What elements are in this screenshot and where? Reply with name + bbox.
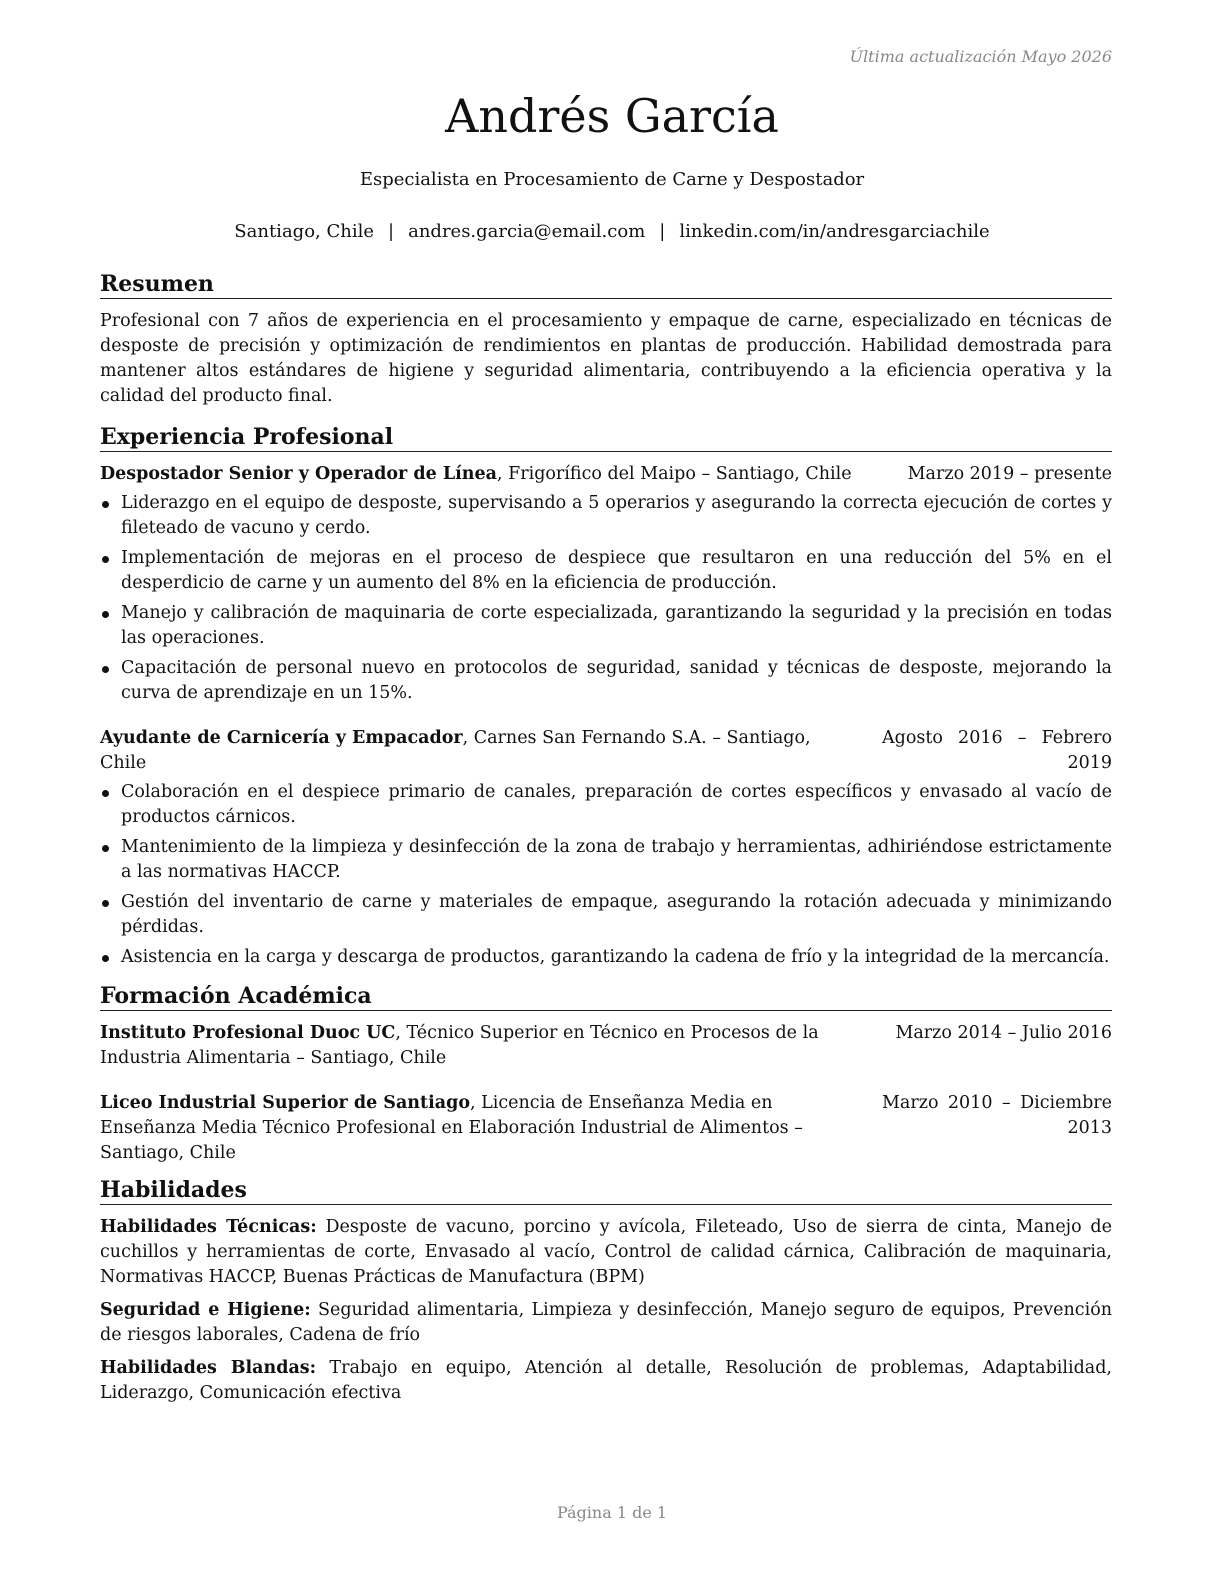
list-item: Colaboración en el despiece primario de canales, preparación de cortes específicos y envasado al vacío de productos cárnicos.	[100, 780, 1112, 830]
skill-group	[100, 1298, 1112, 1348]
school-name: Liceo Industrial Superior de Santiago	[100, 1093, 470, 1113]
degree-detail: , Técnico Superior en Técnico en Procesos de la Industria Alimentaria – Santiago, Chile	[100, 1023, 819, 1068]
linkedin-link[interactable]: linkedin.com/in/andresgarciachile	[679, 221, 990, 242]
summary-text: Profesional con 7 años de experiencia en el procesamiento y empaque de carne, especializado en técnicas de desposte de precisión y optimización de rendimientos en plantas de producción. Habilidad demostrada para mantener altos estándares de higiene y seguridad alimentaria, contribuyendo a la eficiencia operativa y la calidad del producto final.	[100, 311, 1112, 406]
summary-section	[100, 270, 1112, 409]
skill-text: Desposte de vacuno, porcino y avícola, Fileteado, Uso de sierra de cinta, Manejo de cuchillos y herramientas de corte, Envasado al vacío, Control de calidad cárnica, Calibración de maquinaria, Normativas HACCP, Buenas Prácticas de Manufactura (BPM)	[100, 1217, 1112, 1287]
school-name: Instituto Profesional Duoc UC	[100, 1023, 396, 1043]
list-item: Asistencia en la carga y descarga de productos, garantizando la cadena de frío y la integridad de la mercancía.	[100, 945, 1112, 970]
location: Santiago, Chile	[234, 221, 375, 242]
job-role: Ayudante de Carnicería y Empacador	[100, 728, 463, 748]
bullet-icon	[102, 611, 109, 618]
candidate-name: Andrés García	[445, 89, 779, 143]
section-heading: Experiencia Profesional	[100, 423, 1112, 452]
last-updated: Última actualización Mayo 2026	[849, 47, 1112, 66]
experience-section	[100, 423, 1112, 970]
list-item: Manejo y calibración de maquinaria de corte especializada, garantizando la seguridad y la precisión en todas las operaciones.	[100, 601, 1112, 651]
section-heading: Resumen	[100, 270, 1112, 299]
skill-group	[100, 1356, 1112, 1406]
section-heading: Habilidades	[100, 1176, 1112, 1205]
job-company: , Carnes San Fernando S.A. – Santiago, Chile	[100, 728, 811, 773]
bullet-icon	[102, 900, 109, 907]
bullet-icon	[102, 955, 109, 962]
skill-text: Trabajo en equipo, Atención al detalle, Resolución de problemas, Adaptabilidad, Liderazgo, Comunicación efectiva	[100, 1358, 1112, 1403]
bullet-icon	[102, 845, 109, 852]
contact-separator: |	[659, 221, 666, 242]
bullet-icon	[102, 790, 109, 797]
skill-label: Habilidades Blandas:	[100, 1358, 317, 1378]
education-section	[100, 982, 1112, 1166]
list-item: Capacitación de personal nuevo en protocolos de seguridad, sanidad y técnicas de desposte, mejorando la curva de aprendizaje en un 15%.	[100, 656, 1112, 706]
candidate-title: Especialista en Procesamiento de Carne y Despostador	[359, 169, 865, 190]
education-dates: Marzo 2010 – Diciembre 2013	[882, 1093, 1112, 1138]
job-role: Despostador Senior y Operador de Línea	[100, 464, 497, 484]
job-entry	[100, 462, 1112, 706]
page-number: Página 1 de 1	[556, 1503, 668, 1522]
job-header	[100, 462, 1112, 487]
job-bullets	[100, 780, 1112, 970]
degree-detail: , Licencia de Enseñanza Media en Enseñanza Media Técnico Profesional en Elaboración Industrial de Alimentos – Santiago, Chile	[100, 1093, 803, 1163]
job-dates: Marzo 2019 – presente	[907, 464, 1112, 484]
section-heading: Formación Académica	[100, 982, 1112, 1011]
job-dates: Agosto 2016 – Febrero 2019	[882, 728, 1112, 773]
job-entry	[100, 726, 1112, 970]
resume-content	[100, 270, 1112, 1416]
contact-line	[0, 219, 1224, 244]
list-item: Liderazgo en el equipo de desposte, supervisando a 5 operarios y asegurando la correcta ejecución de cortes y fileteado de vacuno y cerdo.	[100, 491, 1112, 541]
list-item: Mantenimiento de la limpieza y desinfección de la zona de trabajo y herramientas, adhiriéndose estrictamente a las normativas HACCP.	[100, 835, 1112, 885]
list-item: Gestión del inventario de carne y materiales de empaque, asegurando la rotación adecuada y minimizando pérdidas.	[100, 890, 1112, 940]
list-item: Implementación de mejoras en el proceso de despiece que resultaron en una reducción del 5% en el desperdicio de carne y un aumento del 8% en la eficiencia de producción.	[100, 546, 1112, 596]
skills-section	[100, 1176, 1112, 1406]
education-entry	[100, 1021, 1112, 1071]
job-header	[100, 726, 1112, 776]
bullet-icon	[102, 501, 109, 508]
bullet-icon	[102, 556, 109, 563]
job-company: , Frigorífico del Maipo – Santiago, Chile	[496, 464, 852, 484]
email-link[interactable]: andres.garcia@email.com	[408, 221, 646, 242]
skill-text: Seguridad alimentaria, Limpieza y desinfección, Manejo seguro de equipos, Prevención de riesgos laborales, Cadena de frío	[100, 1300, 1112, 1345]
bullet-icon	[102, 666, 109, 673]
skill-label: Seguridad e Higiene:	[100, 1300, 311, 1320]
education-entry	[100, 1091, 1112, 1166]
contact-separator: |	[388, 221, 395, 242]
skill-label: Habilidades Técnicas:	[100, 1217, 317, 1237]
education-dates: Marzo 2014 – Julio 2016	[895, 1023, 1112, 1043]
job-bullets	[100, 491, 1112, 706]
skill-group	[100, 1215, 1112, 1290]
